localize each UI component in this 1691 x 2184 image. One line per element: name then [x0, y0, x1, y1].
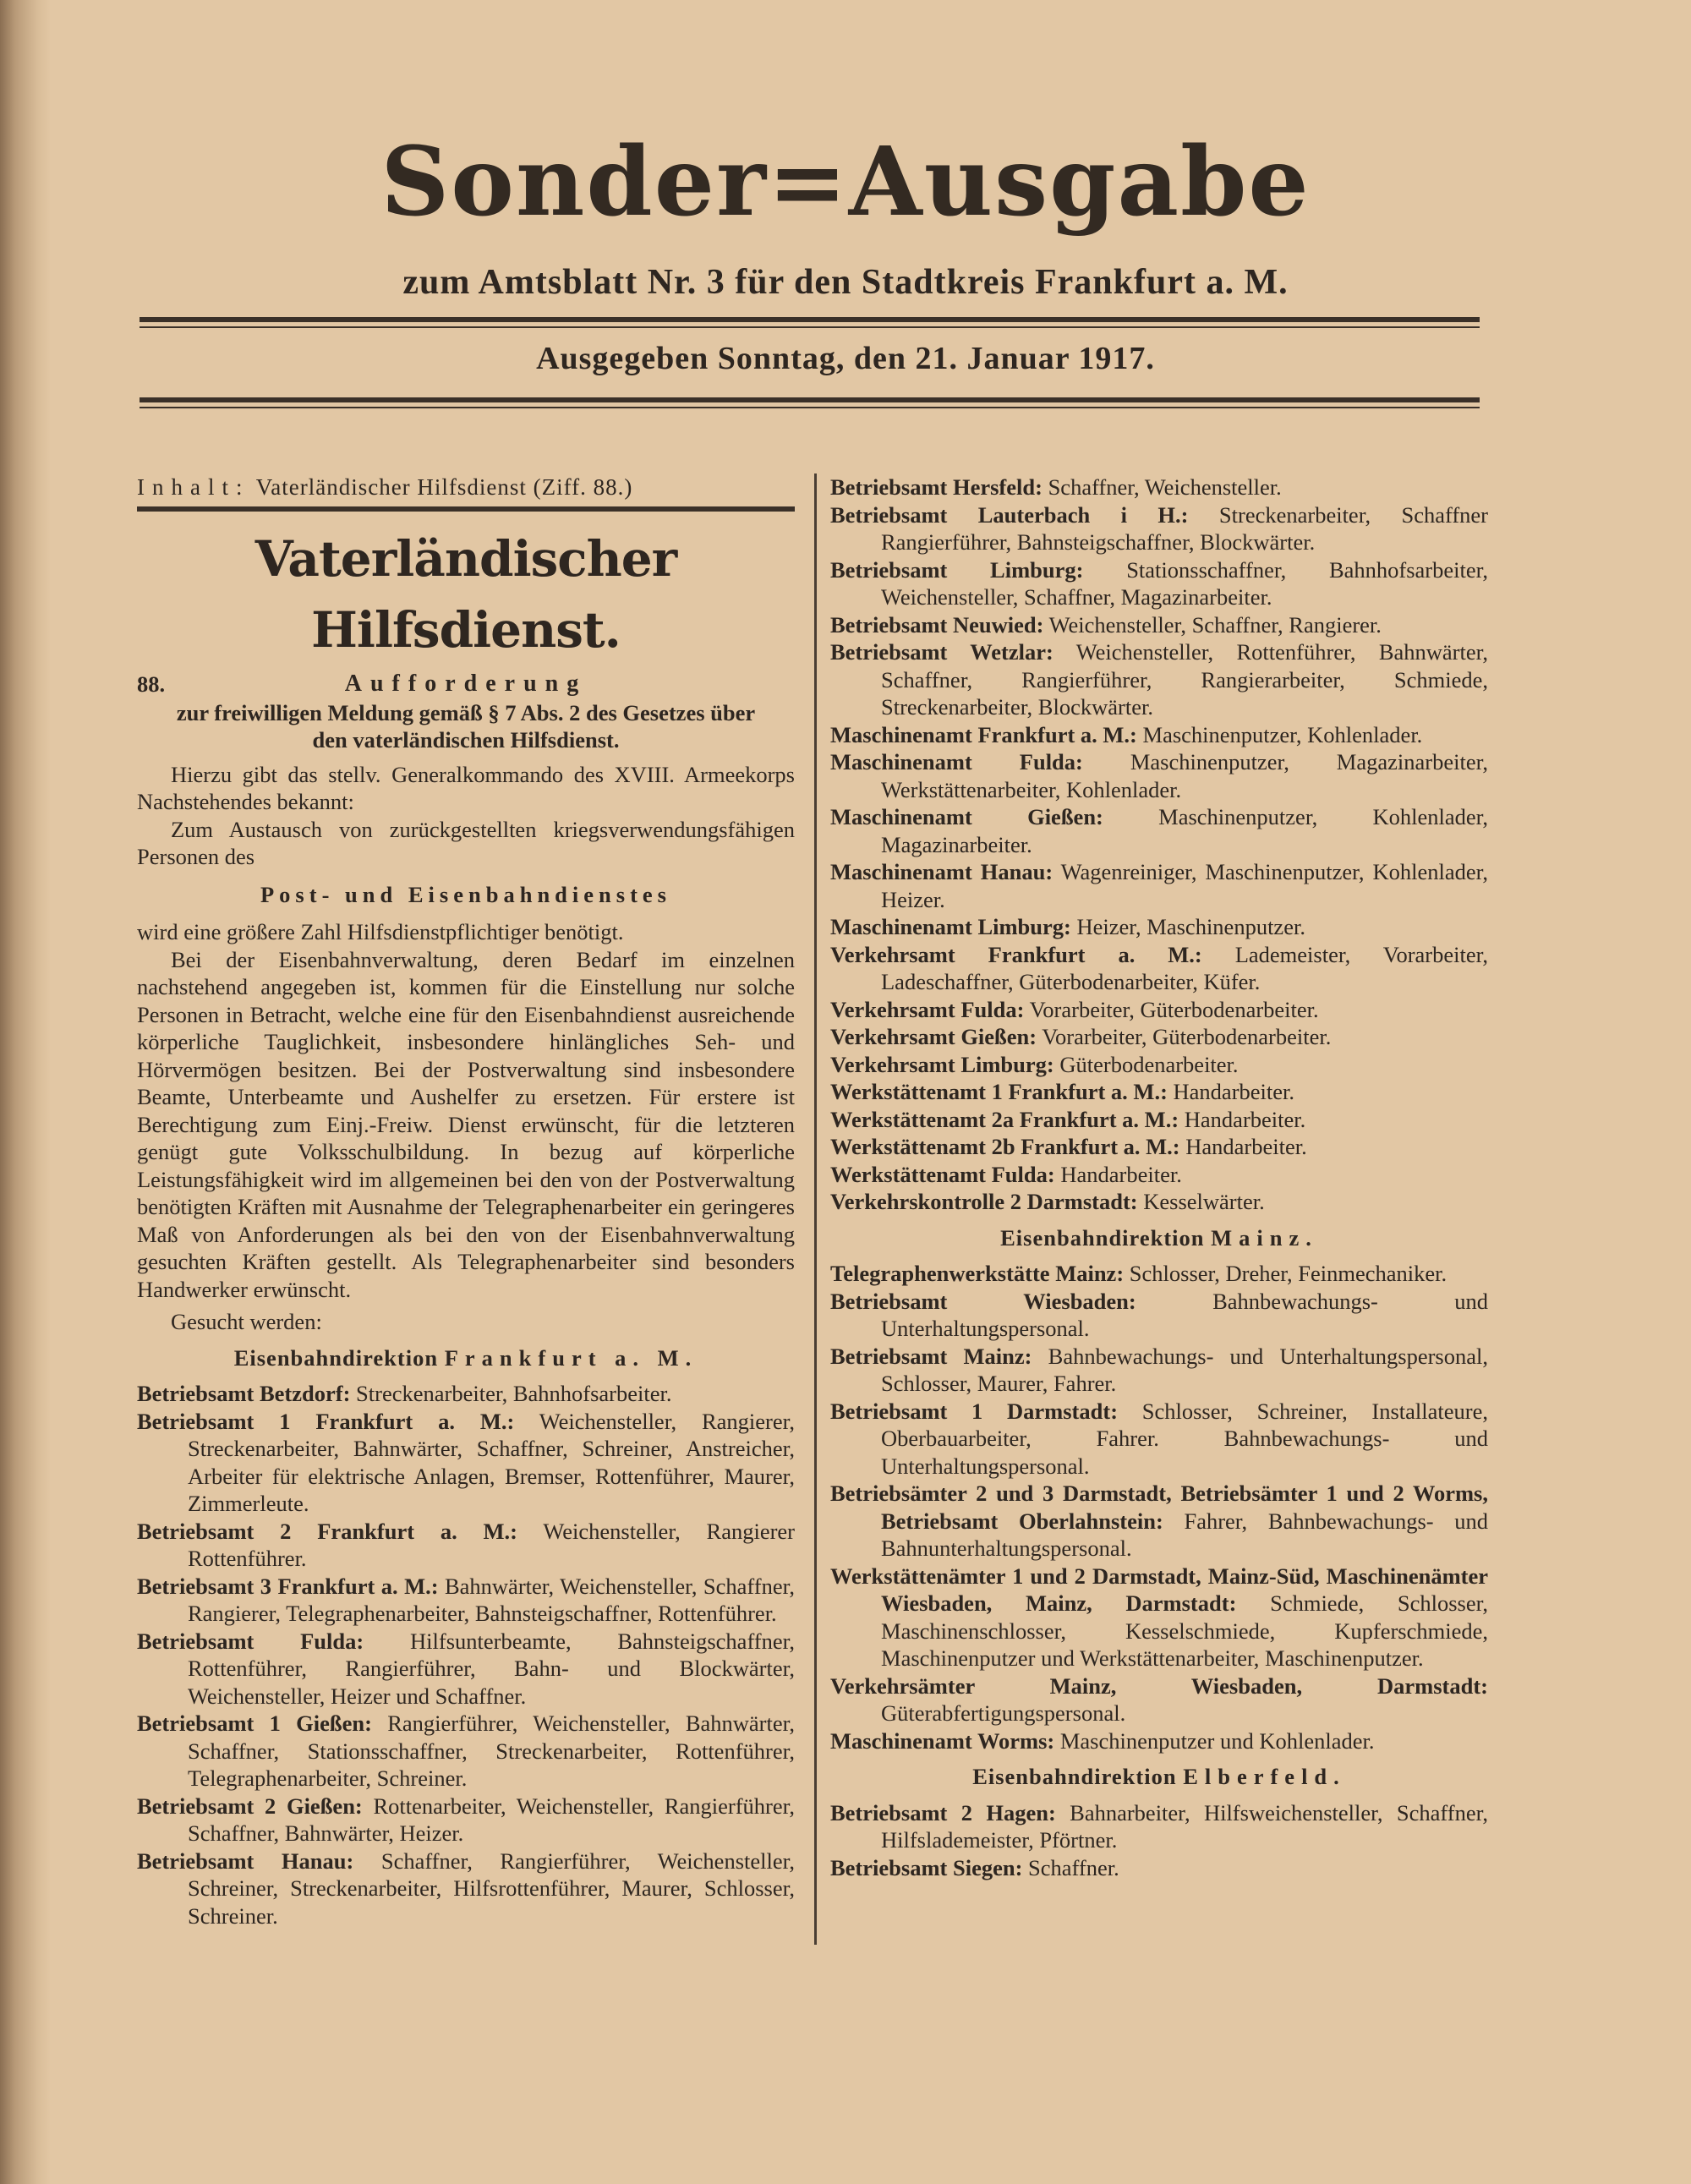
directorate-name: Frankfurt a. M. [444, 1344, 698, 1371]
office-entry [137, 1628, 795, 1711]
section-rule [137, 506, 795, 512]
notice-header [137, 671, 795, 699]
notice-subtitle: zur freiwilligen Meldung gemäß § 7 Abs. 2 des Gesetzes über den vaterländischen Hilfsdienst. [176, 699, 756, 753]
notice-number: 88. [137, 671, 166, 697]
office-jobs: Wagenreiniger, Maschinenputzer, Kohlenlader, Heizer. [881, 859, 1488, 912]
office-jobs: Bahnbewachungs- und Unterhaltungspersonal, Schlosser, Maurer, Fahrer. [881, 1343, 1488, 1396]
office-name: Betriebsamt Siegen: [830, 1854, 1023, 1880]
office-entry [830, 1854, 1488, 1882]
office-name: Betriebsamt Limburg: [830, 556, 1084, 583]
office-jobs: Streckenarbeiter, Schaffner Rangierführer, Bahnsteigschaffner, Blockwärter. [881, 501, 1488, 555]
office-jobs: Handarbeiter. [1184, 1106, 1306, 1132]
office-jobs: Lademeister, Vorarbeiter, Ladeschaffner, Güterbodenarbeiter, Küfer. [881, 941, 1488, 994]
office-jobs: Güterabfertigungspersonal. [881, 1700, 1126, 1726]
office-name: Betriebsamt Mainz: [830, 1343, 1032, 1369]
office-name: Telegraphenwerkstätte Mainz: [830, 1261, 1125, 1286]
right-listing [830, 473, 1488, 1881]
office-entry [830, 1727, 1488, 1755]
office-name: Betriebsamt 2 Frankfurt a. M.: [137, 1518, 518, 1544]
office-name: Betriebsämter 2 und 3 Darmstadt, Betriebsämter 1 und 2 Worms, Betriebsamt Oberlahnstein: [830, 1481, 1488, 1534]
office-jobs: Schmiede, Schlosser, Maschinenschlosser, Kesselschmiede, Kupferschmiede, Maschinenputzer und Werkstättenarbeiter, Maschinenputzer. [881, 1590, 1489, 1671]
contents-text: Vaterländischer Hilfsdienst (Ziff. 88.) [255, 474, 633, 500]
directorate-name: Elberfeld. [1183, 1764, 1346, 1789]
office-jobs: Schaffner. [1028, 1854, 1119, 1880]
office-jobs: Maschinenputzer und Kohlenlader. [1059, 1727, 1375, 1754]
office-jobs: Hilfsunterbeamte, Bahnsteigschaffner, Rottenführer, Rangierführer, Bahn- und Blockwärter, Weichensteller, Heizer und Schaffner. [188, 1628, 796, 1709]
office-entry [830, 556, 1488, 611]
contents-label: Inhalt: [137, 474, 250, 500]
services-heading: Post- und Eisenbahndienstes [260, 881, 671, 907]
office-name: Werkstättenämter 1 und 2 Darmstadt, Mainz-Süd, Maschinenämter Wiesbaden, Mainz, Darmstadt: [830, 1563, 1488, 1616]
office-jobs: Güterbodenarbeiter. [1059, 1051, 1239, 1077]
office-entry [137, 1847, 795, 1930]
office-entry [137, 1408, 795, 1518]
office-name: Betriebsamt 1 Frankfurt a. M.: [137, 1408, 515, 1434]
office-jobs: Weichensteller, Rottenführer, Bahnwärter, Schaffner, Rangierführer, Rangierarbeiter, Schmiede, Streckenarbeiter, Blockwärter. [881, 639, 1488, 720]
office-jobs: Weichensteller, Rangierer, Streckenarbeiter, Bahnwärter, Schaffner, Schreiner, Anstreicher, Arbeiter für elektrische Anlagen, Bremser, Rottenführer, Maurer, Zimmerleute. [188, 1408, 796, 1516]
office-jobs: Maschinenputzer, Kohlenlader, Magazinarbeiter. [881, 804, 1489, 857]
office-entry [830, 858, 1488, 913]
office-entry [137, 1793, 795, 1847]
office-jobs: Rangierführer, Weichensteller, Bahnwärter, Schaffner, Stationsschaffner, Streckenarbeiter, Rottenführer, Telegraphenarbeiter, Schreiner. [188, 1711, 796, 1791]
office-entry [830, 1563, 1488, 1672]
office-name: Betriebsamt 1 Gießen: [137, 1711, 372, 1736]
office-name: Maschinenamt Limburg: [830, 914, 1071, 939]
office-jobs: Handarbeiter. [1185, 1134, 1307, 1159]
office-name: Maschinenamt Hanau: [830, 859, 1053, 884]
directorate-heading [830, 1224, 1488, 1252]
office-name: Werkstättenamt 2a Frankfurt a. M.: [830, 1106, 1179, 1132]
office-entry [830, 913, 1488, 941]
masthead-rule-top [140, 317, 1480, 322]
office-name: Maschinenamt Fulda: [830, 749, 1083, 775]
office-name: Betriebsamt Wiesbaden: [830, 1288, 1136, 1314]
office-jobs: Bahnbewachungs- und Unterhaltungspersonal. [881, 1288, 1488, 1341]
paragraph-4: Bei der Eisenbahnverwaltung, deren Bedarf im einzelnen nachstehend angegeben ist, kommen für die Einstellung nur solche Personen in Betracht, welche eine für den Eisenbahndienst ausreichende körperliche Tauglichkeit, insbesondere hinlängliches Seh- und Hörvermögen besitzen. Bei der Postverwaltung sind insbesondere Beamte, Unterbeamte und Aushelfer zu ersetzen. Für erstere ist Berechtigung zum Einj.-Freiw. Dienst erwünscht, für die letzteren genügt gute Volksschulbildung. In bezug auf körperliche Leistungsfähigkeit wird im allgemeinen bei den von der Postverwaltung benötigten Kräften mit Ausnahme der Telegraphenarbeiter ein geringeres Maß von Anforderungen als bei den von der Eisenbahnverwaltung gesuchten Kräften gestellt. Als Telegraphenarbeiter sind besonders Handwerker erwünscht. [137, 946, 795, 1302]
office-name: Verkehrsämter Mainz, Wiesbaden, Darmstadt: [830, 1672, 1488, 1699]
office-entry [830, 1672, 1488, 1727]
office-name: Verkehrsamt Limburg: [830, 1051, 1054, 1077]
office-jobs: Vorarbeiter, Güterbodenarbeiter. [1042, 1024, 1332, 1049]
office-entry [137, 1710, 795, 1793]
office-name: Betriebsamt 2 Gießen: [137, 1793, 363, 1819]
office-name: Betriebsamt Neuwied: [830, 611, 1044, 638]
office-entry [830, 1343, 1488, 1398]
office-jobs: Maschinenputzer, Kohlenlader. [1142, 721, 1423, 747]
office-name: Maschinenamt Frankfurt a. M.: [830, 721, 1137, 747]
office-jobs: Bahnarbeiter, Hilfsweichensteller, Schaffner, Hilfslademeister, Pförtner. [881, 1799, 1488, 1853]
office-name: Verkehrsamt Gießen: [830, 1024, 1037, 1049]
office-name: Werkstättenamt Fulda: [830, 1161, 1055, 1187]
left-listing [137, 1344, 795, 1930]
office-entry [830, 1288, 1488, 1343]
directorate-name: Mainz. [1211, 1224, 1318, 1251]
paragraph-5: Gesucht werden: [171, 1309, 322, 1334]
office-name: Betriebsamt Wetzlar: [830, 639, 1053, 665]
office-entry [830, 748, 1488, 803]
column-divider [814, 473, 817, 1945]
office-jobs: Weichensteller, Schaffner, Rangierer. [1048, 611, 1382, 638]
office-jobs: Schlosser, Dreher, Feinmechaniker. [1129, 1261, 1447, 1286]
office-name: Verkehrsamt Fulda: [830, 996, 1025, 1022]
office-name: Verkehrsamt Frankfurt a. M.: [830, 941, 1202, 967]
masthead-title: Sonder=Ausgabe [380, 127, 1311, 238]
office-name: Werkstättenamt 2b Frankfurt a. M.: [830, 1134, 1180, 1159]
office-entry [830, 1188, 1488, 1216]
office-jobs: Streckenarbeiter, Bahnhofsarbeiter. [356, 1381, 672, 1406]
left-column [137, 473, 795, 1929]
office-entry [830, 611, 1488, 639]
office-name: Betriebsamt Betzdorf: [137, 1381, 351, 1406]
office-entry [830, 1398, 1488, 1481]
directorate-prefix: Eisenbahndirektion [1000, 1224, 1205, 1251]
office-jobs: Handarbeiter. [1173, 1079, 1295, 1104]
office-entry [830, 803, 1488, 858]
office-name: Maschinenamt Worms: [830, 1727, 1055, 1754]
office-jobs: Rottenarbeiter, Weichensteller, Rangierführer, Schaffner, Bahnwärter, Heizer. [188, 1793, 796, 1846]
office-entry [830, 1133, 1488, 1161]
article-heading: Vaterländischer Hilfsdienst. [254, 529, 677, 659]
office-jobs: Fahrer, Bahnbewachungs- und Bahnunterhaltungspersonal. [881, 1508, 1488, 1561]
masthead-rule-bottom [140, 397, 1480, 402]
office-jobs: Schlosser, Schreiner, Installateure, Oberbauarbeiter, Fahrer. Bahnbewachungs- und Unterhaltungspersonal. [881, 1398, 1488, 1479]
office-entry [830, 1023, 1488, 1051]
office-name: Betriebsamt Lauterbach i H.: [830, 501, 1189, 528]
office-entry [830, 1106, 1488, 1134]
office-entry [137, 1573, 795, 1628]
office-jobs: Vorarbeiter, Güterbodenarbeiter. [1029, 996, 1319, 1022]
office-entry [830, 1161, 1488, 1189]
office-entry [830, 941, 1488, 996]
office-entry [830, 1480, 1488, 1563]
office-jobs: Maschinenputzer, Magazinarbeiter, Werkstättenarbeiter, Kohlenlader. [881, 749, 1488, 802]
office-jobs: Stationsschaffner, Bahnhofsarbeiter, Weichensteller, Schaffner, Magazinarbeiter. [881, 556, 1488, 610]
office-entry [830, 721, 1488, 749]
office-jobs: Bahnwärter, Weichensteller, Schaffner, Rangierer, Telegraphenarbeiter, Bahnsteigschaffner, Rottenführer. [188, 1573, 795, 1626]
notice-title: Aufforderung [344, 670, 588, 697]
masthead-subtitle: zum Amtsblatt Nr. 3 für den Stadtkreis Frankfurt a. M. [402, 263, 1289, 302]
office-entry [137, 1518, 795, 1573]
office-name: Betriebsamt 2 Hagen: [830, 1799, 1056, 1825]
office-name: Werkstättenamt 1 Frankfurt a. M.: [830, 1079, 1168, 1104]
office-jobs: Schaffner, Weichensteller. [1048, 474, 1282, 500]
right-column [830, 473, 1488, 1881]
office-entry [830, 1260, 1488, 1288]
paragraph-3: wird eine größere Zahl Hilfsdienstpflichtiger benötigt. [137, 919, 624, 944]
directorate-prefix: Eisenbahndirektion [972, 1764, 1177, 1789]
page-edge-shadow [0, 0, 51, 2184]
office-entry [830, 501, 1488, 556]
office-name: Betriebsamt Fulda: [137, 1628, 364, 1654]
office-entry [137, 1380, 795, 1408]
office-entry [830, 1799, 1488, 1854]
office-entry [830, 473, 1488, 501]
office-jobs: Heizer, Maschinenputzer. [1076, 914, 1305, 939]
office-jobs: Kesselwärter. [1143, 1189, 1265, 1214]
office-name: Betriebsamt Hanau: [137, 1847, 354, 1874]
issue-date: Ausgegeben Sonntag, den 21. Januar 1917. [536, 341, 1155, 376]
office-jobs: Weichensteller, Rangierer Rottenführer. [188, 1518, 795, 1571]
office-entry [830, 996, 1488, 1024]
office-name: Verkehrskontrolle 2 Darmstadt: [830, 1189, 1138, 1214]
directorate-prefix: Eisenbahndirektion [233, 1344, 439, 1371]
office-name: Betriebsamt 1 Darmstadt: [830, 1398, 1119, 1424]
office-entry [830, 638, 1488, 721]
office-name: Betriebsamt 3 Frankfurt a. M.: [137, 1573, 439, 1599]
office-entry [830, 1078, 1488, 1106]
office-name: Maschinenamt Gießen: [830, 804, 1103, 829]
office-entry [830, 1051, 1488, 1079]
paragraph-1: Hierzu gibt das stellv. Generalkommando des XVIII. Armeekorps Nachstehendes bekannt: [137, 761, 795, 814]
directorate-heading [137, 1344, 795, 1372]
paragraph-2: Zum Austausch von zurückgestellten kriegsverwendungsfähigen Personen des [137, 816, 795, 869]
table-of-contents [137, 473, 795, 501]
office-jobs: Handarbeiter. [1060, 1161, 1182, 1187]
directorate-heading [830, 1763, 1488, 1791]
office-jobs: Schaffner, Rangierführer, Weichensteller, Schreiner, Streckenarbeiter, Hilfsrottenführer, Maurer, Schlosser, Schreiner. [188, 1847, 796, 1929]
office-name: Betriebsamt Hersfeld: [830, 474, 1043, 500]
